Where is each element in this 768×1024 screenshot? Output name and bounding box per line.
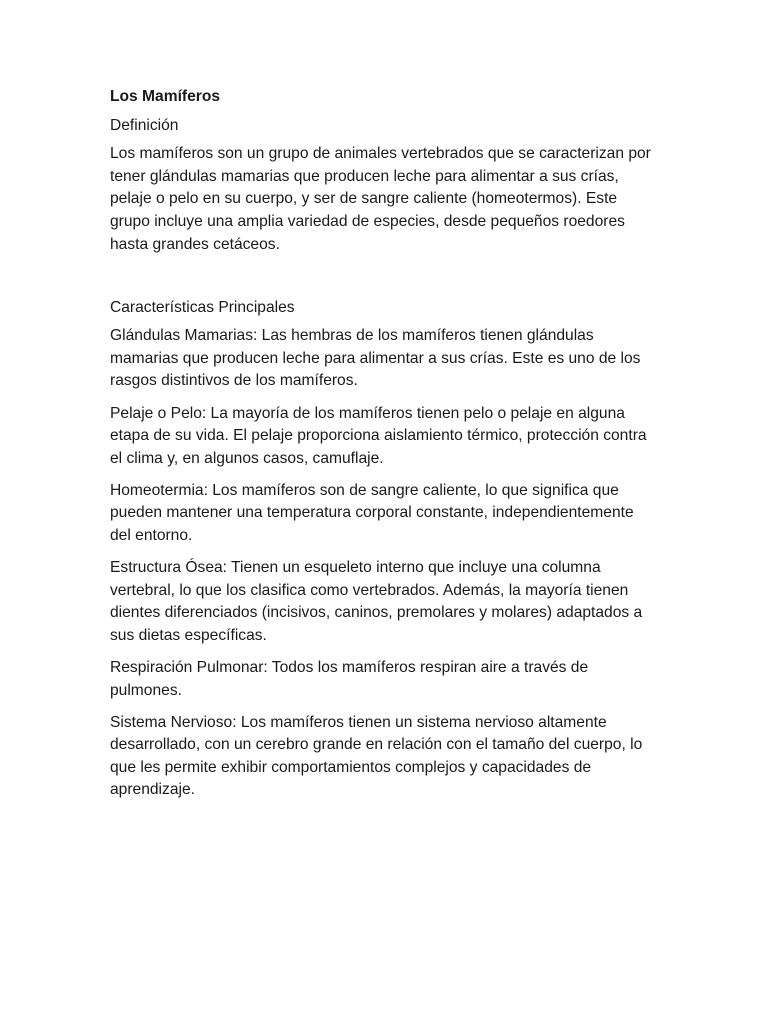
characteristic-paragraph: Respiración Pulmonar: Todos los mamíferos respiran aire a través de pulmones. (110, 658, 589, 699)
characteristics-heading: Características Principales (110, 298, 295, 316)
characteristic-paragraph: Sistema Nervioso: Los mamíferos tienen un sistema nervioso altamente desarrollado, con un cerebro grande en relación con el tamaño del cuerpo, lo que les permite exhibir comportamientos complejos y capacidades de aprendizaje. (110, 713, 643, 799)
characteristic-paragraph: Glándulas Mamarias: Las hembras de los mamíferos tienen glándulas mamarias que producen leche para alimentar a sus crías. Este es uno de los rasgos distintivos de los mamíferos. (110, 327, 641, 390)
characteristic-paragraph: Estructura Ósea: Tienen un esqueleto interno que incluye una columna vertebral, lo que los clasifica como vertebrados. Además, la mayoría tienen dientes diferenciados (incisivos, caninos, premolares y molares) adaptados a sus dietas específicas. (110, 559, 643, 644)
section-spacer (110, 266, 655, 297)
characteristic-paragraph: Homeotermia: Los mamíferos son de sangre caliente, lo que significa que pueden mantener una temperatura corporal constante, independientemente del entorno. (110, 481, 634, 544)
definition-paragraph: Los mamíferos son un grupo de animales vertebrados que se caracterizan por tener glándulas mamarias que producen leche para alimentar a sus crías, pelaje o pelo en su cuerpo, y ser de sangre caliente (homeotermos). Este grupo incluye una amplia variedad de especies, desde pequeños roedores hasta grandes cetáceos. (110, 145, 651, 253)
document-title: Los Mamíferos (110, 88, 221, 105)
document-body (110, 86, 655, 812)
definition-heading: Definición (110, 116, 179, 134)
characteristic-paragraph: Pelaje o Pelo: La mayoría de los mamíferos tienen pelo o pelaje en alguna etapa de su vida. El pelaje proporciona aislamiento térmico, protección contra el clima y, en algunos casos, camuflaje. (110, 404, 647, 467)
